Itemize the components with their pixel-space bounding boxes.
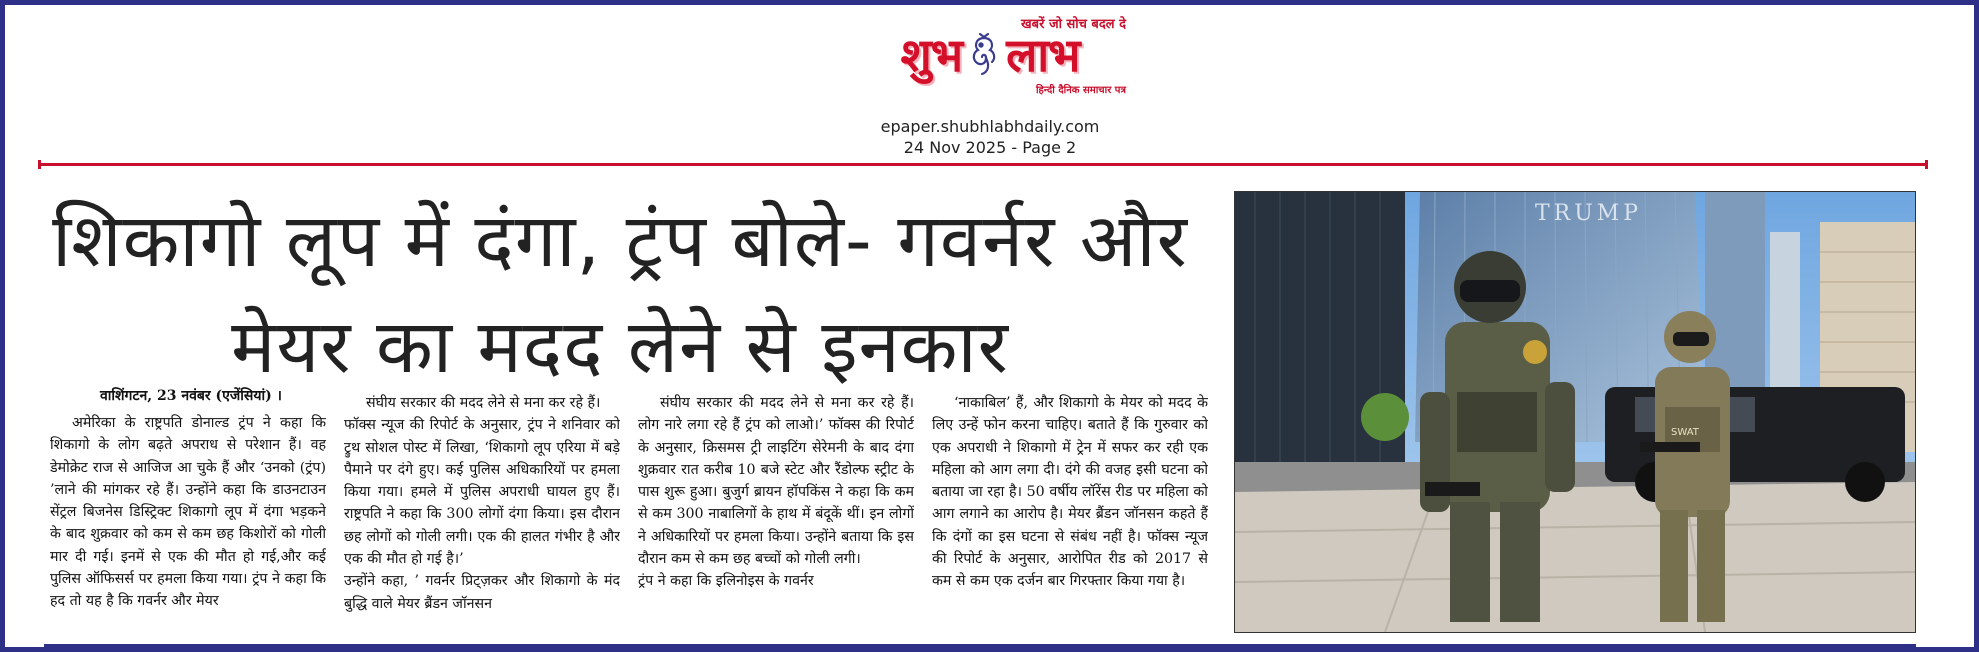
ganesha-icon bbox=[964, 32, 1004, 78]
article-headline: शिकागो लूप में दंगा, ट्रंप बोले- गवर्नर और मेयर का मदद लेने से इनकार bbox=[52, 198, 1188, 390]
article-column-3 bbox=[638, 392, 914, 632]
column-4-text: ‘नाकाबिल’ हैं, और शिकागो के मेयर को मदद के लिए उन्हें फोन करना चाहिए। बताते हैं कि गुरुवार को एक अपराधी ने शिकागो में ट्रेन में सफर कर रही एक महिला को आग लगा दी। दंगे की वजह इसी घटना को बताया जा रहा है। 50 वर्षीय लॉरेंस रीड पर महिला को आग लगाने का आरोप है। मेयर ब्रैंडन जॉनसन कहते हैं कि दंगों का इस घटना से संबंध नहीं है। फॉक्स न्यूज की रिपोर्ट के अनुसार, आरोपित रीड को 2017 से कम से कम एक दर्जन बार गिरफ्तार किया गया है। bbox=[932, 395, 1208, 590]
header-rule bbox=[38, 163, 1928, 166]
bottom-border bbox=[44, 644, 1916, 647]
article-column-2 bbox=[344, 392, 620, 632]
column-1-text: अमेरिका के राष्ट्रपति डोनाल्ड ट्रंप ने कहा कि शिकागो के लोग बढ़ते अपराध से परेशान हैं। वह डेमोक्रेट राज से आजिज आ चुके हैं और ‘उनको (ट्रंप) ’लाने की मांगकर रहे हैं। उन्होंने कहा कि डाउनटाउन सेंट्रल बिजनेस डिस्ट्रिक्ट शिकागो लूप में दंगा भड़कने के बाद शुक्रवार को कम से कम छह किशोरों को गोली मार दी गई। इनमें से एक की मौत हो गई,और कई पुलिस ऑफिसर्स पर हमला किया गया। ट्रंप ने कहा कि हद तो यह है कि गवर्नर और मेयर bbox=[50, 415, 326, 610]
article-byline: वाशिंगटन, 23 नवंबर (एजेंसियां) । bbox=[100, 388, 282, 404]
vest-patch: SWAT bbox=[1671, 427, 1699, 438]
masthead-logo bbox=[848, 30, 1132, 80]
rule-tick-right bbox=[1925, 160, 1928, 169]
edition-date-page: 24 Nov 2025 - Page 2 bbox=[903, 138, 1077, 157]
logo-word-right: लाभ bbox=[1006, 28, 1080, 82]
rule-tick-left bbox=[38, 160, 41, 169]
column-3-text: संघीय सरकार की मदद लेने से मना कर रहे हैं। लोग नारे लगा रहे हैं ट्रंप को लाओ।’ फॉक्स की रिपोर्ट के अनुसार, क्रिसमस ट्री लाइटिंग सेरेमनी के बाद दंगा शुक्रवार रात करीब 10 बजे स्टेट और रैंडोल्फ स्ट्रीट के पास शुरू हुआ। बुजुर्ग ब्रायन हॉपकिंस ने कहा कि कम से कम 300 नाबालिगों के हाथ में बंदूकें थीं। इन लोगों ने अधिकारियों पर हमला किया। उन्होंने बताया कि इस दौरान कम से कम छह बच्चों को गोली लगी। ट्रंप ने कहा कि इलिनोइस के गवर्नर bbox=[638, 395, 914, 590]
logo-word-left: शुभ bbox=[900, 28, 963, 82]
article-column-4 bbox=[932, 392, 1208, 632]
column-2-text: संघीय सरकार की मदद लेने से मना कर रहे हैं। फॉक्स न्यूज की रिपोर्ट के अनुसार, ट्रंप ने शनिवार को ट्रुथ सोशल पोस्ट में लिखा, ‘शिकागो लूप एरिया में बड़े पैमाने पर दंगे हुए। कई पुलिस अधिकारियों पर हमला किया गया। हमले में पुलिस अपराधी घायल हुए हैं। राष्ट्रपति ने कहा कि 300 लोगों दंगा किया। इस दौरान छह लोगों को गोली लगी। एक की हालत गंभीर है और एक की मौत हो गई है।’ उन्होंने कहा, ’ गवर्नर प्रिट्ज़कर और शिकागो के मंद बुद्धि वाले मेयर ब्रैंडन जॉनसन bbox=[344, 395, 620, 612]
edition-url[interactable]: epaper.shubhlabhdaily.com bbox=[880, 117, 1100, 136]
building-sign: TRUMP bbox=[1535, 201, 1643, 226]
photo-illustration bbox=[1235, 192, 1915, 632]
article-photo[interactable] bbox=[1234, 191, 1916, 633]
masthead-subtitle: हिन्दी दैनिक समाचार पत्र bbox=[1035, 85, 1126, 96]
masthead-tagline: खबरें जो सोच बदल दे bbox=[1021, 17, 1126, 32]
article-column-1 bbox=[50, 412, 326, 634]
masthead[interactable] bbox=[842, 8, 1138, 108]
